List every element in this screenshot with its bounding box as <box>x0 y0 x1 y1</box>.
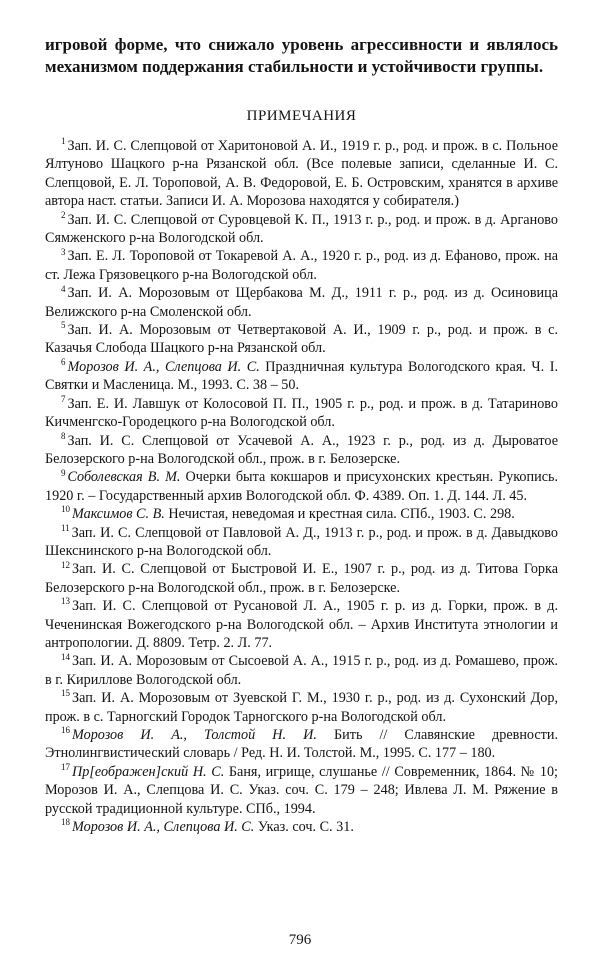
footnote-text: Зап. И. А. Морозовым от Четвертаковой А. И., 1909 г. р., род. и прож. в с. Казачья Слобода Шацкого р-на Рязанской обл. <box>45 322 558 357</box>
footnote-text: Зап. И. А. Морозовым от Щербакова М. Д., 1911 г. р., род. из д. Осиновица Велижского р-на Смоленской обл. <box>45 285 558 320</box>
footnote-number: 18 <box>61 817 70 828</box>
footnote <box>45 597 558 652</box>
footnote-author: Морозов И. А., Слепцова И. С. <box>67 358 260 375</box>
footnote-number: 5 <box>61 320 66 331</box>
footnote-number: 10 <box>61 504 70 515</box>
footnote-number: 11 <box>61 522 70 533</box>
footnote <box>45 247 558 284</box>
footnote-text: Зап. И. А. Морозовым от Сысоевой А. А., 1915 г. р., род. из д. Ромашево, прож. в г. Кириллове Вологодской обл. <box>45 653 558 688</box>
footnote-text: Праздничная культура Вологодского края. Ч. I. Святки и Масленица. М., 1993. С. 38 – 50. <box>45 358 559 394</box>
footnote-text: Баня, игрище, слушанье // Современник, 1864. № 10; Морозов И. А., Слепцова И. С. Указ. соч. С. 179 – 248; Ивлева Л. М. Ряжение в русской традиционной культуре. СПб., 1994. <box>45 763 559 817</box>
footnote-author: Морозов И. А., Толстой Н. И. <box>72 727 317 743</box>
footnote-author: Максимов С. В. <box>72 506 165 523</box>
footnote-text: Зап. И. С. Слепцовой от Суровцевой К. П., 1913 г. р., род. и прож. в д. Арганово Сямженского р-на Вологодской обл. <box>45 211 558 247</box>
notes-list <box>45 137 558 836</box>
footnote <box>45 524 558 561</box>
footnote-text: Зап. И. С. Слепцовой от Быстровой И. Е., 1907 г. р., род. из д. Титова Горка Белозерского р-на Вологодской обл., прож. в г. Белозерске. <box>45 561 558 596</box>
footnote-text: Зап. Е. И. Лавшук от Колосовой П. П., 1905 г. р., род. и прож. в д. Татариново Кичменгско-Городецкого р-на Вологодской обл. <box>45 395 558 431</box>
footnote-text: Зап. И. С. Слепцовой от Харитоновой А. И., 1919 г. р., род. и прож. в с. Польное Ялтуново Шацкого р-на Рязанской обл. (Все полевые записи, сделанные И. С. Слепцовой, Е. Л. Тороповой, А. В. Федоровой, Е. Б. Островским, хранятся в архиве автора наст. статьи. Записи И. А. Морозова находятся у собирателя.) <box>45 138 558 210</box>
footnote-number: 4 <box>61 283 66 294</box>
footnote-text: Бить // Славянские древности. Этнолингвистический словарь / Ред. Н. И. Толстой. М., 1995. С. 177 – 180. <box>45 727 558 762</box>
page-content <box>45 34 558 836</box>
footnote <box>45 560 558 597</box>
footnote <box>45 763 558 818</box>
footnote <box>45 395 558 432</box>
footnote-number: 14 <box>61 651 70 662</box>
notes-heading: ПРИМЕЧАНИЯ <box>246 108 357 124</box>
page-number: 796 <box>288 932 312 948</box>
footnote <box>45 432 558 469</box>
footnote-text: Указ. соч. С. 31. <box>257 819 354 836</box>
footnote-text: Очерки быта кокшаров и присухонских крестьян. Рукопись. 1920 г. – Государственный архив Вологодской обл. Ф. 4389. Оп. 1. Д. 144. Л. 45. <box>45 469 559 504</box>
footnote-number: 17 <box>61 762 70 773</box>
footnote-number: 15 <box>61 688 70 699</box>
footnote-number: 1 <box>61 136 66 147</box>
footnote-text: Зап. И. С. Слепцовой от Павловой А. Д., 1913 г. р., род. и прож. в д. Давыдково Шекснинского р-на Вологодской обл. <box>45 524 558 559</box>
footnote-text: Зап. И. С. Слепцовой от Русановой Л. А., 1905 г. р. из д. Горки, прож. в д. Чеченинская Вожегодского р-на Вологодской обл. – Архив Института этнологии и антропологии. Д. 8809. Тетр. 2. Л. 77. <box>45 598 558 651</box>
footnote-number: 6 <box>61 357 66 368</box>
footnote-number: 12 <box>61 559 70 570</box>
footnote-text: Нечистая, неведомая и крестная сила. СПб., 1903. С. 298. <box>168 506 515 523</box>
footnote <box>45 818 558 836</box>
footnote-author: Пр[еображен]ский Н. С. <box>72 763 225 780</box>
footnote <box>45 689 558 726</box>
footnote-text: Зап. И. С. Слепцовой от Усачевой А. А., 1923 г. р., род. из д. Дыроватое Белозерского р-на Вологодской обл., прож. в г. Белозерске. <box>45 432 558 467</box>
footnote-number: 9 <box>61 467 66 478</box>
footnote-number: 16 <box>61 725 70 736</box>
footnote-text: Зап. Е. Л. Тороповой от Токаревой А. А., 1920 г. р., род. из д. Ефаново, прож. на ст. Лежа Грязовецкого р-на Вологодской обл. <box>45 248 558 283</box>
footnote-author: Морозов И. А., Слепцова И. С. <box>72 819 255 836</box>
footnote <box>45 284 558 321</box>
footnote-number: 3 <box>61 246 66 257</box>
footnote-number: 2 <box>61 209 66 220</box>
footnote-number: 7 <box>61 393 66 404</box>
footnote <box>45 211 558 248</box>
footnote-text: Зап. И. А. Морозовым от Зуевской Г. М., 1930 г. р., род. из д. Сухонский Дор, прож. в с. Тарногский Городок Тарногского р-на Вологодской обл. <box>45 690 558 725</box>
footnote <box>45 321 558 358</box>
footnote <box>45 137 558 211</box>
footnote <box>45 726 558 763</box>
footnote-number: 13 <box>61 596 70 607</box>
footnote <box>45 505 558 523</box>
footnote <box>45 652 558 689</box>
footnote <box>45 468 558 505</box>
footnote <box>45 358 558 395</box>
footnote-number: 8 <box>61 430 66 441</box>
body-paragraph: игровой форме, что снижало уровень агрессивности и являлось механизмом поддержания стабильности и устойчивости группы. <box>45 35 558 76</box>
footnote-author: Соболевская В. М. <box>67 469 181 486</box>
